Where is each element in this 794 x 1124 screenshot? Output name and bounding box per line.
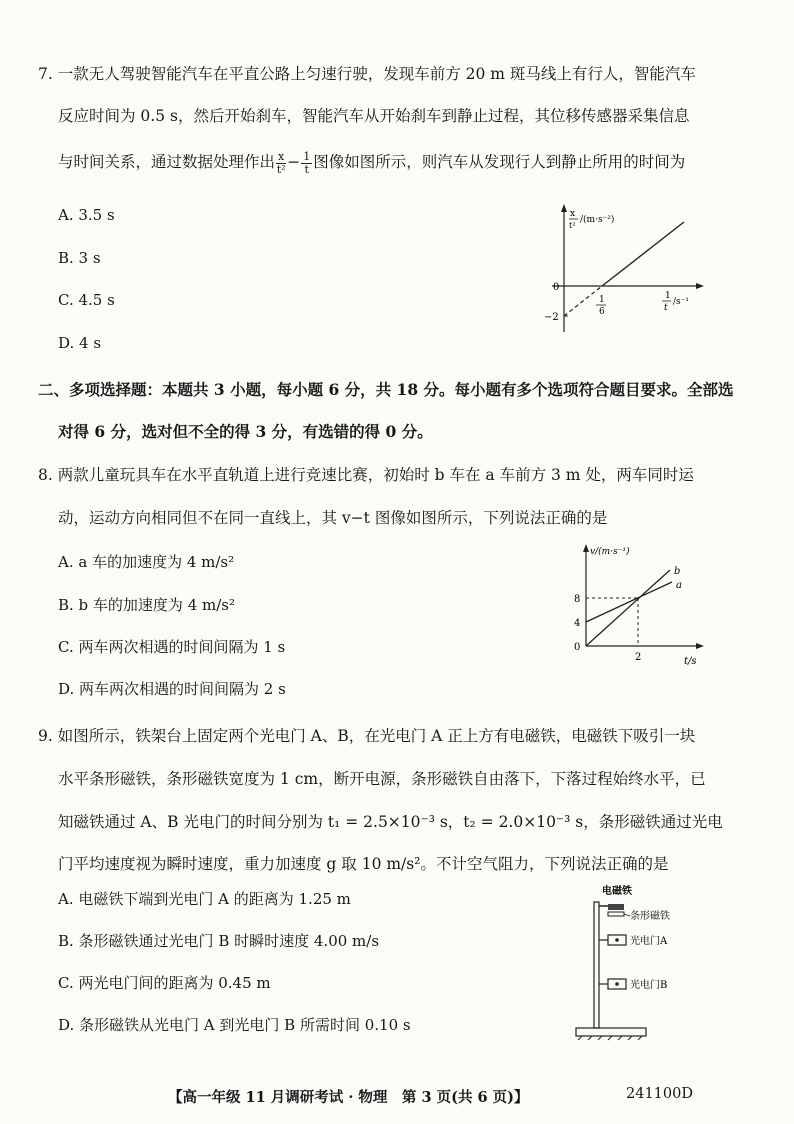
q7-graph-y-arrow bbox=[561, 204, 567, 212]
q7-graph-x-arrow bbox=[696, 283, 704, 289]
q7-graph-xlabel-den: t bbox=[664, 303, 668, 313]
q9-stand-pole bbox=[594, 902, 599, 1028]
q7-graph-xlabel-num: 1 bbox=[665, 291, 671, 301]
q9-option-a[interactable]: A. 电磁铁下端到光电门 A 的距离为 1.25 m bbox=[58, 890, 351, 908]
q8-graph bbox=[560, 540, 710, 666]
q7-minus: − bbox=[287, 153, 301, 171]
q8-stem-line2: 动，运动方向相同但不在同一直线上，其 v−t 图像如图所示，下列说法正确的是 bbox=[58, 509, 608, 527]
q7-stem-line3-pre: 与时间关系，通过数据处理作出 bbox=[58, 153, 276, 171]
q9-option-b[interactable]: B. 条形磁铁通过光电门 B 时瞬时速度 4.00 m/s bbox=[58, 932, 380, 950]
q7-stem-line2: 反应时间为 0.5 s，然后开始刹车，智能汽车从开始刹车到静止过程，其位移传感器采集信息 bbox=[58, 107, 690, 125]
section2-heading-line1: 二、多项选择题：本题共 3 小题，每小题 6 分，共 18 分。每小题有多个选项符合题目要求。全部选 bbox=[38, 380, 734, 399]
section2-heading-line2: 对得 6 分，选对但不全的得 3 分，有选错的得 0 分。 bbox=[58, 422, 433, 441]
q7-frac-1-over-t: $\frac{1}{t}$ bbox=[303, 149, 311, 176]
q8-stem-line1: 8. 两款儿童玩具车在水平直轨道上进行竞速比赛，初始时 b 车在 a 车前方 3 m 处，两车同时运 bbox=[38, 466, 694, 484]
q9-option-d[interactable]: D. 条形磁铁从光电门 A 到光电门 B 所需时间 0.10 s bbox=[58, 1016, 411, 1034]
q8-graph-line-a bbox=[586, 582, 672, 622]
q9-stand-base bbox=[576, 1028, 646, 1036]
q9-electromagnet bbox=[608, 904, 624, 910]
q8-graph-tick-2: 2 bbox=[635, 652, 642, 663]
q9-option-c[interactable]: C. 两光电门间的距离为 0.45 m bbox=[58, 974, 271, 992]
q8-graph-ylabel: v/(m·s⁻¹) bbox=[590, 547, 630, 557]
q9-apparatus-figure bbox=[572, 878, 702, 1042]
q9-label-gate-a: 光电门A bbox=[630, 936, 668, 947]
q8-graph-label-a: a bbox=[676, 580, 682, 591]
q8-graph-y-arrow bbox=[583, 544, 589, 552]
q7-graph-xlabel-unit: /s⁻¹ bbox=[673, 297, 690, 307]
q8-option-b[interactable]: B. b 车的加速度为 4 m/s² bbox=[58, 596, 235, 614]
q7-graph-x-tick-den: 6 bbox=[599, 307, 605, 317]
q8-graph-tick-8: 8 bbox=[574, 594, 581, 605]
q9-stem-line4: 门平均速度视为瞬时速度，重力加速度 g 取 10 m/s²。不计空气阻力，下列说法正确的是 bbox=[58, 855, 669, 873]
q8-graph-label-b: b bbox=[674, 566, 681, 577]
page-footer-title: 【高一年级 11 月调研考试 · 物理 第 3 页(共 6 页)】 bbox=[168, 1089, 529, 1106]
q7-stem-line1: 7. 一款无人驾驶智能汽车在平直公路上匀速行驶，发现车前方 20 m 斑马线上有行人，智能汽车 bbox=[38, 65, 696, 83]
q7-graph-line bbox=[602, 222, 684, 286]
q7-graph-y-intercept: −2 bbox=[544, 312, 559, 323]
q9-stem-line1: 9. 如图所示，铁架台上固定两个光电门 A、B，在光电门 A 正上方有电磁铁，电磁铁下吸引一块 bbox=[38, 727, 696, 745]
q9-label-electromagnet: 电磁铁 bbox=[602, 886, 632, 897]
q7-option-a[interactable]: A. 3.5 s bbox=[58, 206, 115, 224]
q7-option-c[interactable]: C. 4.5 s bbox=[58, 291, 115, 309]
q7-graph-ylabel-den: t² bbox=[569, 221, 576, 230]
q7-graph-ylabel-num: x bbox=[570, 209, 576, 219]
q7-option-b[interactable]: B. 3 s bbox=[58, 249, 101, 267]
q8-option-d[interactable]: D. 两车两次相遇的时间间隔为 2 s bbox=[58, 680, 286, 698]
q8-graph-xlabel: t/s bbox=[684, 656, 697, 666]
page-footer-code: 241100D bbox=[626, 1086, 693, 1102]
q8-graph-line-b bbox=[586, 570, 670, 646]
q7-graph-origin: 0 bbox=[553, 282, 560, 293]
q7-graph-ylabel-unit: /(m·s⁻²) bbox=[580, 215, 615, 225]
q7-graph bbox=[540, 200, 710, 340]
q8-graph-x-arrow bbox=[696, 643, 704, 649]
q7-frac-x-over-t2: $\frac{x}{\text{t²}}$ bbox=[276, 149, 286, 176]
q7-stem-line3-post: 图像如图所示，则汽车从发现行人到静止所用的时间为 bbox=[313, 153, 686, 171]
q7-graph-x-tick-num: 1 bbox=[599, 295, 605, 305]
q7-option-d[interactable]: D. 4 s bbox=[58, 334, 102, 352]
q9-label-bar-magnet: 条形磁铁 bbox=[630, 911, 670, 922]
q8-option-c[interactable]: C. 两车两次相遇的时间间隔为 1 s bbox=[58, 638, 286, 656]
q8-graph-origin: 0 bbox=[574, 642, 581, 653]
q8-option-a[interactable]: A. a 车的加速度为 4 m/s² bbox=[58, 553, 235, 571]
q9-stem-line2: 水平条形磁铁，条形磁铁宽度为 1 cm，断开电源，条形磁铁自由落下，下落过程始终水平，已 bbox=[58, 770, 706, 788]
q8-graph-tick-4: 4 bbox=[574, 618, 581, 629]
q7-stem-line3 bbox=[58, 150, 685, 176]
q7-graph-dashed-segment bbox=[564, 286, 602, 316]
q9-label-gate-b: 光电门B bbox=[630, 980, 668, 991]
q9-bar-magnet bbox=[608, 912, 624, 916]
q9-stem-line3: 知磁铁通过 A、B 光电门的时间分别为 t₁ = 2.5×10⁻³ s，t₂ = 2.0×10⁻³ s，条形磁铁通过光电 bbox=[58, 813, 723, 831]
